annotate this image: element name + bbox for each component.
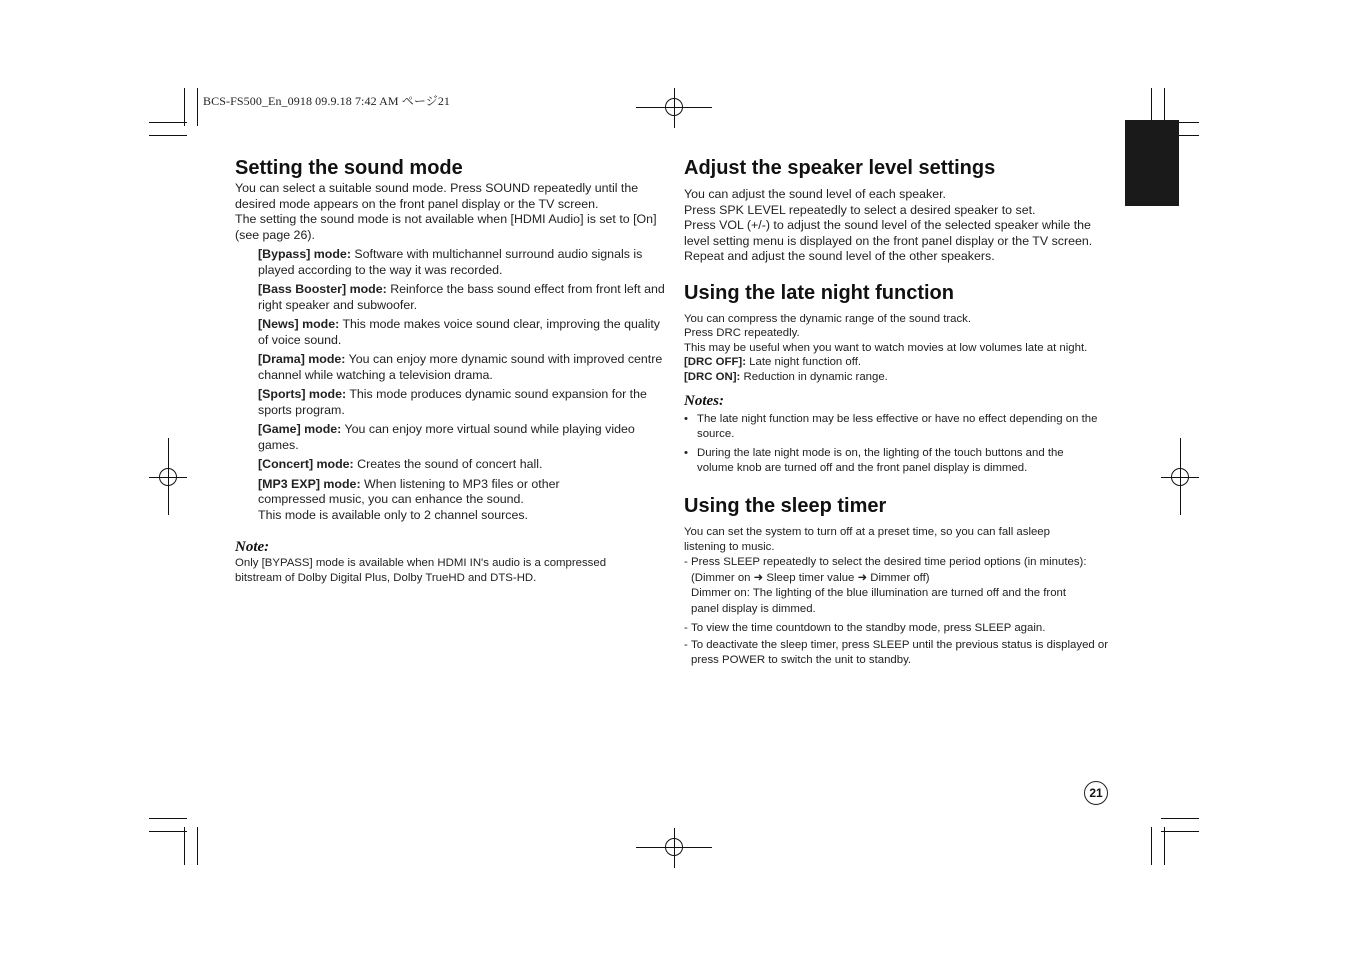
speaker-line: Repeat and adjust the sound level of the other speakers. — [684, 249, 995, 263]
mode-item: [Sports] mode: This mode produces dynamic sound expansion for the sports program. — [258, 387, 647, 417]
mode-item: [Bypass] mode: Software with multichannel surround audio signals is played according to the way it was recorded. — [258, 247, 643, 277]
sound-mode-heading: Setting the sound mode — [235, 157, 463, 179]
arrow-right-icon: ➜ — [753, 572, 764, 585]
speaker-heading: Adjust the speaker level settings — [684, 157, 996, 179]
sleep-intro: You can set the system to turn off at a preset time, so you can fall asleep listening to music. — [684, 526, 1050, 554]
print-slug: BCS-FS500_En_0918 09.9.18 7:42 AM ページ21 — [203, 94, 451, 108]
right-column — [684, 156, 1116, 669]
mode-item: [News] mode: This mode makes voice sound clear, improving the quality of voice sound. — [258, 317, 660, 347]
mode-item: [Game] mode: You can enjoy more virtual sound while playing video games. — [258, 422, 635, 452]
mode-list — [258, 247, 665, 523]
night-line: You can compress the dynamic range of the sound track. — [684, 312, 972, 325]
sound-mode-intro: You can select a suitable sound mode. Press SOUND repeatedly until the desired mode appears on the front panel display or the TV screen. — [235, 181, 639, 211]
dimmer-note: Dimmer on: The lighting of the blue illumination are turned off and the front panel display is dimmed. — [691, 587, 1067, 615]
mode-item: [Concert] mode: Creates the sound of concert hall. — [258, 457, 543, 471]
mode-item: [Bass Booster] mode: Reinforce the bass sound effect from front left and right speaker and subwoofer. — [258, 282, 665, 312]
speaker-line: You can adjust the sound level of each speaker. — [684, 187, 946, 201]
page-number: 21 — [1084, 781, 1108, 805]
left-column — [235, 156, 665, 585]
notes-title: Notes: — [684, 393, 724, 410]
night-line: This may be useful when you want to watch movies at low volumes late at night. — [684, 341, 1088, 354]
night-line: Press DRC repeatedly. — [684, 327, 800, 340]
sleep-item: - To deactivate the sleep timer, press SLEEP until the previous status is displayed or press POWER to switch the unit to standby. — [684, 638, 1109, 667]
notes-item: • During the late night mode is on, the lighting of the touch buttons and the volume knob are turned off and the front panel display is dimmed. — [684, 447, 1064, 475]
speaker-line: Press VOL (+/-) to adjust the sound level of the selected speaker while the level setting menu is displayed on the front panel display or the TV screen. — [684, 218, 1093, 248]
section-tab — [1125, 120, 1179, 206]
note-title: Note: — [235, 539, 270, 555]
note-text: Only [BYPASS] mode is available when HDMI IN's audio is a compressed bitstream of Dolby Digital Plus, Dolby TrueHD and DTS-HD. — [235, 557, 607, 584]
arrow-right-icon: ➜ — [857, 572, 868, 585]
sleep-timer-heading: Using the sleep timer — [684, 495, 887, 518]
mode-extra: This mode is available only to 2 channel sources. — [258, 507, 528, 522]
sleep-sequence: (Dimmer on ➜ Sleep timer value ➜ Dimmer off) — [691, 572, 930, 585]
drc-on-line: [DRC ON]: Reduction in dynamic range. — [684, 370, 888, 383]
speaker-line: Press SPK LEVEL repeatedly to select a desired speaker to set. — [684, 202, 1036, 217]
sleep-item: - Press SLEEP repeatedly to select the desired time period options (in minutes): — [684, 555, 1087, 568]
mode-item: [MP3 EXP] mode: When listening to MP3 files or other compressed music, you can enhance the sound. — [258, 476, 560, 506]
late-night-heading: Using the late night function — [684, 281, 954, 304]
notes-item: • The late night function may be less effective or have no effect depending on the source. — [684, 413, 1098, 441]
sleep-item: - To view the time countdown to the standby mode, press SLEEP again. — [684, 622, 1046, 635]
drc-off-line: [DRC OFF]: Late night function off. — [684, 356, 862, 369]
sound-mode-note-hdmi: The setting the sound mode is not available when [HDMI Audio] is set to [On] (see page 26). — [235, 212, 657, 242]
mode-item: [Drama] mode: You can enjoy more dynamic sound with improved centre channel while watching a television drama. — [258, 352, 663, 382]
